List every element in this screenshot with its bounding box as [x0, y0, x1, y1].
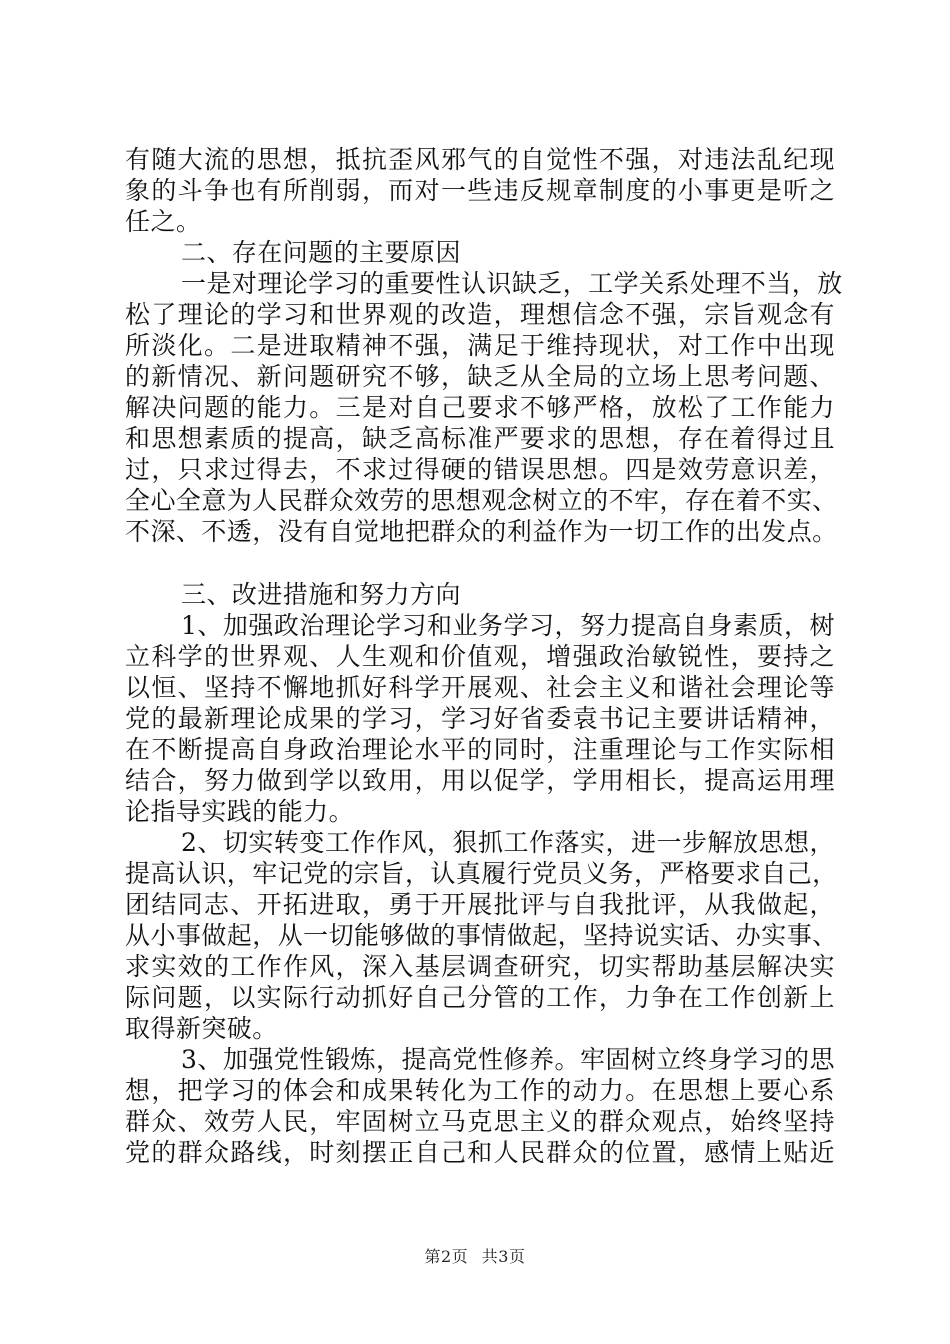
text-line: 任之。 [125, 207, 202, 236]
text-line: 过，只求过得去，不求过得硬的错误思想。四是效劳意识差， [125, 455, 835, 484]
text-line: 有随大流的思想，抵抗歪风邪气的自觉性不强，对违法乱纪现 [125, 145, 835, 174]
text-line: 党的群众路线，时刻摆正自己和人民群众的位置，感情上贴近 [125, 1138, 835, 1167]
text-line: 不深、不透，没有自觉地把群众的利益作为一切工作的出发点。 [125, 517, 838, 546]
text-line: 团结同志、开拓进取，勇于开展批评与自我批评，从我做起， [125, 890, 835, 919]
text-line: 党的最新理论成果的学习，学习好省委袁书记主要讲话精神， [125, 704, 835, 733]
text-line: 2、切实转变工作作风，狠抓工作落实，进一步解放思想， [181, 828, 835, 857]
text-line: 解决问题的能力。三是对自己要求不够严格，放松了工作能力 [125, 393, 835, 422]
text-line: 1、加强政治理论学习和业务学习，努力提高自身素质，树 [181, 611, 835, 640]
text-line: 所淡化。二是进取精神不强，满足于维持现状，对工作中出现 [125, 331, 835, 360]
text-line: 群众、效劳人民，牢固树立马克思主义的群众观点，始终坚持 [125, 1107, 835, 1136]
page-total: 共3页 [481, 1247, 526, 1266]
text-line: 3、加强党性锻炼，提高党性修养。牢固树立终身学习的思 [181, 1045, 835, 1074]
text-line: 象的斗争也有所削弱，而对一些违反规章制度的小事更是听之 [125, 176, 835, 205]
page-number: 第2页 [424, 1247, 469, 1266]
text-line: 和思想素质的提高，缺乏高标准严要求的思想，存在着得过且 [125, 424, 835, 453]
text-line: 结合，努力做到学以致用，用以促学，学用相长，提高运用理 [125, 766, 835, 795]
text-line: 松了理论的学习和世界观的改造，理想信念不强，宗旨观念有 [125, 300, 835, 329]
text-line: 际问题，以实际行动抓好自己分管的工作，力争在工作创新上 [125, 983, 835, 1012]
text-line: 想，把学习的体会和成果转化为工作的动力。在思想上要心系 [125, 1076, 835, 1105]
text-line: 在不断提高自身政治理论水平的同时，注重理论与工作实际相 [125, 735, 835, 764]
section-heading: 二、存在问题的主要原因 [181, 238, 461, 267]
text-line: 以恒、坚持不懈地抓好科学开展观、社会主义和谐社会理论等 [125, 673, 835, 702]
page-footer [0, 1244, 950, 1267]
section-heading: 三、改进措施和努力方向 [181, 580, 461, 609]
text-line: 立科学的世界观、人生观和价值观，增强政治敏锐性，要持之 [125, 642, 835, 671]
text-line: 取得新突破。 [125, 1014, 278, 1043]
document-body [125, 144, 843, 1168]
text-line: 一是对理论学习的重要性认识缺乏，工学关系处理不当，放 [181, 269, 843, 298]
text-line: 求实效的工作作风，深入基层调查研究，切实帮助基层解决实 [125, 952, 835, 981]
text-line: 全心全意为人民群众效劳的思想观念树立的不牢，存在着不实、 [125, 486, 838, 515]
text-line: 的新情况、新问题研究不够，缺乏从全局的立场上思考问题、 [125, 362, 835, 391]
text-line: 论指导实践的能力。 [125, 797, 355, 826]
text-line: 提高认识，牢记党的宗旨，认真履行党员义务，严格要求自己， [125, 859, 838, 888]
paragraph-gap [125, 547, 835, 579]
text-line: 从小事做起，从一切能够做的事情做起，坚持说实话、办实事、 [125, 921, 838, 950]
